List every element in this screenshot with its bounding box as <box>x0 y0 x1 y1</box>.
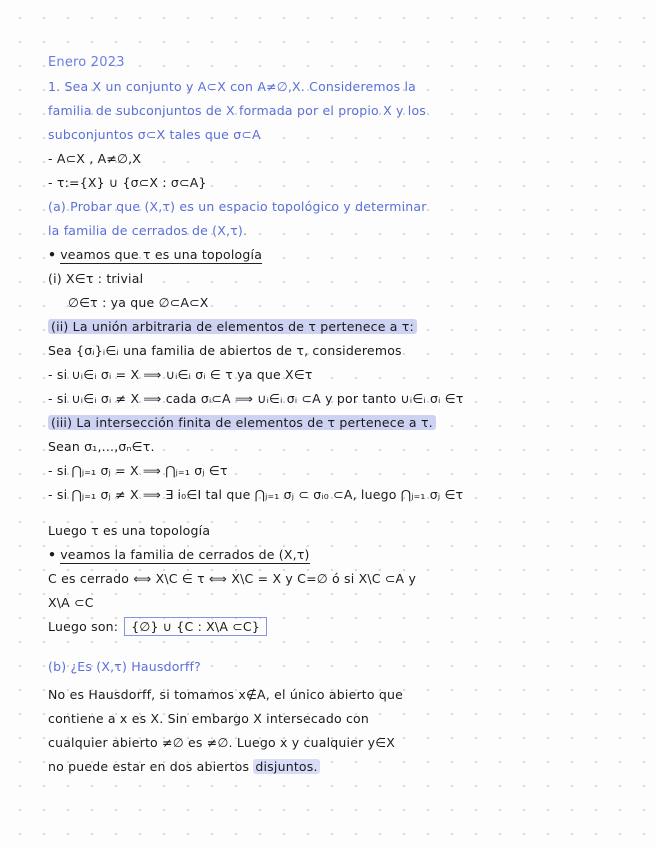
axiom-iii-case-1: - si ⋂ⱼ₌₁ σⱼ = X ⟹ ⋂ⱼ₌₁ σⱼ ∈τ <box>48 463 228 478</box>
axiom-ii-line-1: Sea {σᵢ}ᵢ∈ᵢ una familia de abiertos de τ, consideremos <box>48 343 402 358</box>
topology-heading: • veamos que τ es una topología <box>48 247 263 262</box>
closed-sets-line-2: X\A ⊂C <box>48 595 94 610</box>
part-b-answer-line-3: cualquier abierto ≠∅ es ≠∅. Luego x y cualquier y∈X <box>48 735 396 750</box>
highlighted-word: disjuntos. <box>255 759 318 774</box>
page-title: Enero 2023 <box>48 55 125 70</box>
problem-statement-line-3: subconjuntos σ⊂X tales que σ⊂A <box>48 127 261 142</box>
part-b-answer-line-4: no puede estar en dos abiertos disjuntos. <box>48 759 318 774</box>
problem-statement-line-1: 1. Sea X un conjunto y A⊂X con A≠∅,X. Consideremos la <box>48 79 417 94</box>
axiom-iii-case-2: - si ⋂ⱼ₌₁ σⱼ ≠ X ⟹ ∃ i₀∈I tal que ⋂ⱼ₌₁ σⱼ ⊂ σᵢ₀ ⊂A, luego ⋂ⱼ₌₁ σⱼ ∈τ <box>48 487 464 502</box>
part-b-answer-line-2: contiene a x es X. Sin embargo X intersecado con <box>48 711 370 726</box>
closed-sets-result: Luego son: {∅} ∪ {C : X\A ⊂C} <box>48 616 638 638</box>
topology-conclusion: Luego τ es una topología <box>48 523 211 538</box>
axiom-ii-case-1: - si ∪ᵢ∈ᵢ σᵢ = X ⟹ ∪ᵢ∈ᵢ σᵢ ∈ τ ya que X∈τ <box>48 367 313 382</box>
axiom-i-line-2: ∅∈τ : ya que ∅⊂A⊂X <box>68 295 209 310</box>
axiom-iii-heading: (iii) La intersección finita de elementos de τ pertenece a τ. <box>48 412 638 434</box>
closed-sets-heading: • veamos la familia de cerrados de (X,τ) <box>48 547 310 562</box>
axiom-ii-heading: (ii) La unión arbitraria de elementos de τ pertenece a τ: <box>48 316 638 338</box>
part-a-statement-line-2: la familia de cerrados de (X,τ). <box>48 223 248 238</box>
part-b-answer-line-1: No es Hausdorff, si tomamos x∉A, el único abierto que <box>48 687 404 702</box>
part-b-question: (b) ¿Es (X,τ) Hausdorff? <box>48 659 201 674</box>
part-a-statement-line-1: (a) Probar que (X,τ) es un espacio topológico y determinar <box>48 199 427 214</box>
closed-sets-line-1: C es cerrado ⟺ X\C ∈ τ ⟺ X\C = X y C=∅ ó si X\C ⊂A y <box>48 571 417 586</box>
problem-statement-line-2: familia de subconjuntos de X formada por el propio X y los <box>48 103 427 118</box>
axiom-iii-line-1: Sean σ₁,...,σₙ∈τ. <box>48 439 155 454</box>
hypothesis-line: - A⊂X , A≠∅,X <box>48 151 142 166</box>
axiom-i-line-1: (i) X∈τ : trivial <box>48 271 144 286</box>
closed-sets-boxed-answer: {∅} ∪ {C : X\A ⊂C} <box>124 617 267 636</box>
tau-definition-line: - τ:={X} ∪ {σ⊂X : σ⊂A} <box>48 175 207 190</box>
axiom-ii-case-2: - si ∪ᵢ∈ᵢ σᵢ ≠ X ⟹ cada σᵢ⊂A ⟹ ∪ᵢ∈ᵢ σᵢ ⊂A y por tanto ∪ᵢ∈ᵢ σᵢ ∈τ <box>48 391 464 406</box>
